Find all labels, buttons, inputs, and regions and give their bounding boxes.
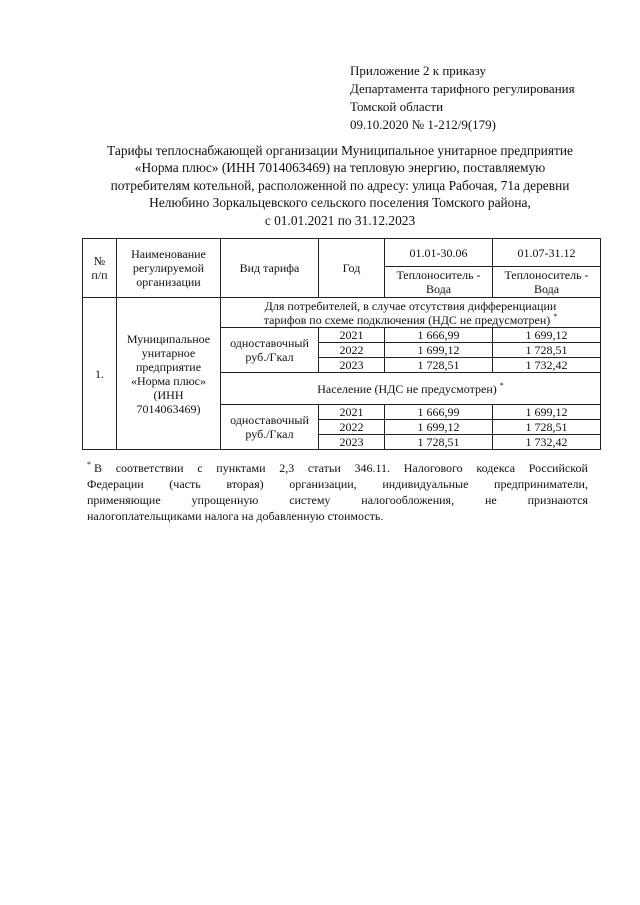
appendix-block	[350, 62, 575, 134]
appendix-line: Томской области	[350, 99, 444, 114]
year-cell: 2021	[319, 328, 385, 343]
tariff-value: 1 699,12	[493, 328, 601, 343]
title-line: Нелюбино Зоркальцевского сельского поселения Томского района,	[149, 195, 531, 211]
tariff-value: 1 732,42	[493, 358, 601, 373]
tariff-value: 1 666,99	[385, 328, 493, 343]
tariff-value: 1 728,51	[385, 435, 493, 450]
org-name: Муниципальное унитарное предприятие «Норма плюс» (ИНН 7014063469)	[117, 298, 221, 450]
appendix-line: 09.10.2020 № 1-212/9(179)	[350, 117, 497, 132]
tariff-value: 1 699,12	[385, 420, 493, 435]
header-medium-2: Теплоноситель - Вода	[493, 267, 601, 298]
document-title	[80, 142, 600, 229]
footnote-marker: *	[553, 311, 558, 321]
title-line: «Норма плюс» (ИНН 7014063469) на тепловую энергию, поставляемую	[134, 160, 546, 176]
tariff-value: 1 699,12	[385, 343, 493, 358]
tariff-value: 1 728,51	[385, 358, 493, 373]
title-line: Тарифы теплоснабжающей организации Муниципальное унитарное предприятие	[107, 143, 573, 158]
year-cell: 2023	[319, 435, 385, 450]
title-line: потребителям котельной, расположенной по адресу: улица Рабочая, 71а деревни	[110, 177, 570, 193]
year-cell: 2022	[319, 343, 385, 358]
tariff-table	[82, 238, 601, 450]
header-period-2: 01.07-31.12	[493, 239, 601, 267]
year-cell: 2022	[319, 420, 385, 435]
appendix-line: Приложение 2 к приказу	[350, 63, 487, 78]
row-number: 1.	[83, 298, 117, 450]
title-line: с 01.01.2021 по 31.12.2023	[264, 212, 416, 228]
tariff-type-cell: одноставочный руб./Гкал	[221, 405, 319, 450]
footnote-line: * В соответствии с пунктами 2,3 статьи 346.11. Налогового кодекса Российской	[87, 460, 588, 475]
header-num: № п/п	[83, 239, 117, 298]
header-medium-1: Теплоноситель - Вода	[385, 267, 493, 298]
section-header-consumers: Для потребителей, в случае отсутствия дифференциации тарифов по схеме подключения (НДС не предусмотрен) *	[221, 298, 601, 328]
tariff-type-cell: одноставочный руб./Гкал	[221, 328, 319, 373]
appendix-line: Департамента тарифного регулирования	[350, 81, 575, 96]
footnote	[87, 460, 588, 524]
section-header-population: Население (НДС не предусмотрен) *	[221, 373, 601, 405]
footnote-line: налогоплательщиками налога на добавленную стоимость.	[87, 509, 384, 523]
tariff-value: 1 728,51	[493, 420, 601, 435]
header-year: Год	[319, 239, 385, 298]
tariff-value: 1 699,12	[493, 405, 601, 420]
tariff-value: 1 732,42	[493, 435, 601, 450]
tariff-value: 1 728,51	[493, 343, 601, 358]
footnote-marker: *	[87, 460, 91, 469]
header-tariff-type: Вид тарифа	[221, 239, 319, 298]
year-cell: 2023	[319, 358, 385, 373]
footnote-marker: *	[499, 380, 504, 390]
footnote-line: применяющие упрощенную систему налогообложения, не признаются	[87, 493, 588, 507]
header-period-1: 01.01-30.06	[385, 239, 493, 267]
footnote-line: Федерации (часть вторая) организации, индивидуальные предприниматели,	[87, 477, 588, 491]
year-cell: 2021	[319, 405, 385, 420]
header-org: Наименование регулируемой организации	[117, 239, 221, 298]
tariff-value: 1 666,99	[385, 405, 493, 420]
